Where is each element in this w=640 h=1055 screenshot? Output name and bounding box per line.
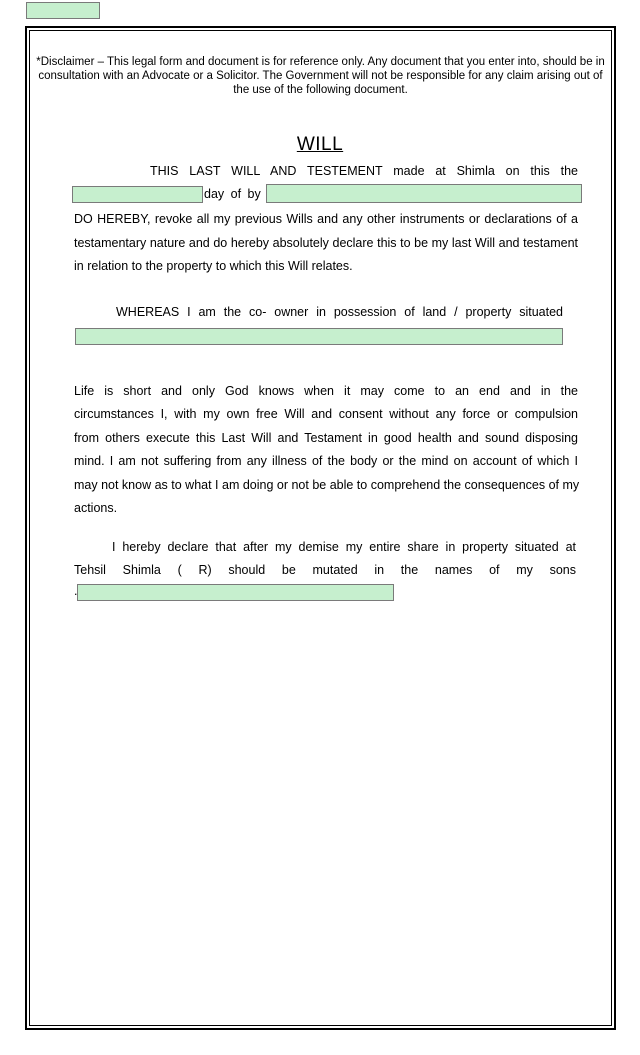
whereas-line: WHEREAS I am the co- owner in possession of land / property situated: [116, 305, 563, 319]
revoke-line-3: in relation to the property to which this Will relates.: [74, 259, 353, 273]
date-input-field[interactable]: [72, 186, 203, 203]
testator-name-field[interactable]: [266, 184, 582, 203]
revoke-line-2: testamentary nature and do hereby absolutely declare this to be my last Will and testament: [74, 236, 578, 250]
life-line-6: actions.: [74, 501, 118, 515]
life-line-4: mind. I am not suffering from any illness of the body or the mind on account of which I: [74, 454, 578, 468]
top-input-field[interactable]: [26, 2, 100, 19]
life-line-5: may not know as to what I am doing or not be able to comprehend the consequences of my: [74, 478, 580, 492]
document-title: WILL: [296, 134, 344, 155]
declare-line-1: I hereby declare that after my demise my entire share in property situated at: [112, 540, 576, 554]
intro-line-1: THIS LAST WILL AND TESTEMENT made at Shimla on this the: [150, 164, 578, 178]
declare-line-2: Tehsil Shimla ( R) should be mutated in the names of my sons: [74, 563, 576, 577]
intro-day-of-by: day of by: [204, 187, 261, 201]
life-line-2: circumstances I, with my own free Will and consent without any force or compulsion: [74, 407, 578, 421]
property-location-field[interactable]: [75, 328, 563, 345]
sons-names-field[interactable]: [77, 584, 394, 601]
life-line-1: Life is short and only God knows when it may come to an end and in the: [74, 384, 578, 398]
life-line-3: from others execute this Last Will and Testament in good health and sound disposing: [74, 431, 578, 445]
disclaimer-text: *Disclaimer – This legal form and document is for reference only. Any document that you enter into, should be in consultation with an Advocate or a Solicitor. The Government will not be responsible for any claim arising out of the use of the following document.: [36, 56, 605, 96]
trailing-period: .: [74, 584, 78, 598]
revoke-line-1: DO HEREBY, revoke all my previous Wills and any other instruments or declarations of a: [74, 212, 578, 226]
document-inner-border: [29, 30, 612, 1026]
